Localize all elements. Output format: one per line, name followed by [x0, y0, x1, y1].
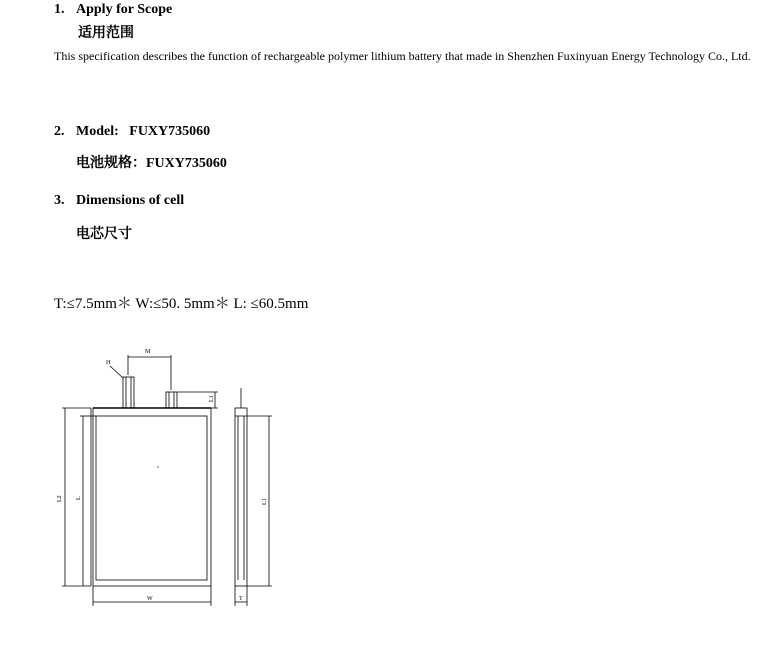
cell-body-outline: [93, 408, 211, 586]
dim-label-m: M: [145, 349, 151, 355]
section-3-heading: [54, 193, 184, 209]
section-2-cn-prefix: 电池规格：: [76, 155, 146, 171]
cell-dimension-drawing: [0, 340, 300, 620]
right-tab: [166, 392, 177, 408]
dimensions-text: T:≤7.5mm＊ W:≤50. 5mm＊ L: ≤60.5mm: [54, 296, 309, 312]
section-1-body: This specification describes the function of rechargeable polymer lithium battery that made in Shenzhen Fuxinyuan Energy Technology Co., Ltd.: [54, 49, 751, 63]
section-3-title: Dimensions of cell: [76, 193, 185, 208]
section-1-title-cn: 适用范围: [78, 25, 134, 41]
section-1-number: 1.: [54, 2, 65, 17]
section-3-title-cn: 电芯尺寸: [76, 226, 132, 242]
dim-label-l1-side: L1: [262, 498, 268, 505]
section-2-cn-value: FUXY735060: [146, 156, 227, 171]
section-2-number: 2.: [54, 124, 65, 139]
section-1-title: Apply for Scope: [76, 2, 173, 17]
section-1-heading: [54, 2, 172, 18]
dim-label-l2: L2: [57, 495, 63, 502]
section-2-title: Model: FUXY735060: [76, 124, 211, 139]
dim-label-l1-top: L1: [209, 395, 215, 402]
dim-label-w: W: [147, 596, 153, 602]
left-tab: [123, 377, 134, 408]
section-3-number: 3.: [54, 193, 65, 208]
side-view-outline: [235, 408, 247, 586]
dim-label-h: H: [106, 360, 111, 366]
cell-inner-outline: [96, 416, 207, 580]
dim-label-t: T: [239, 596, 243, 602]
section-2-heading: [54, 124, 210, 140]
dim-label-l: L: [76, 496, 82, 500]
section-2-title-cn: [76, 152, 227, 172]
